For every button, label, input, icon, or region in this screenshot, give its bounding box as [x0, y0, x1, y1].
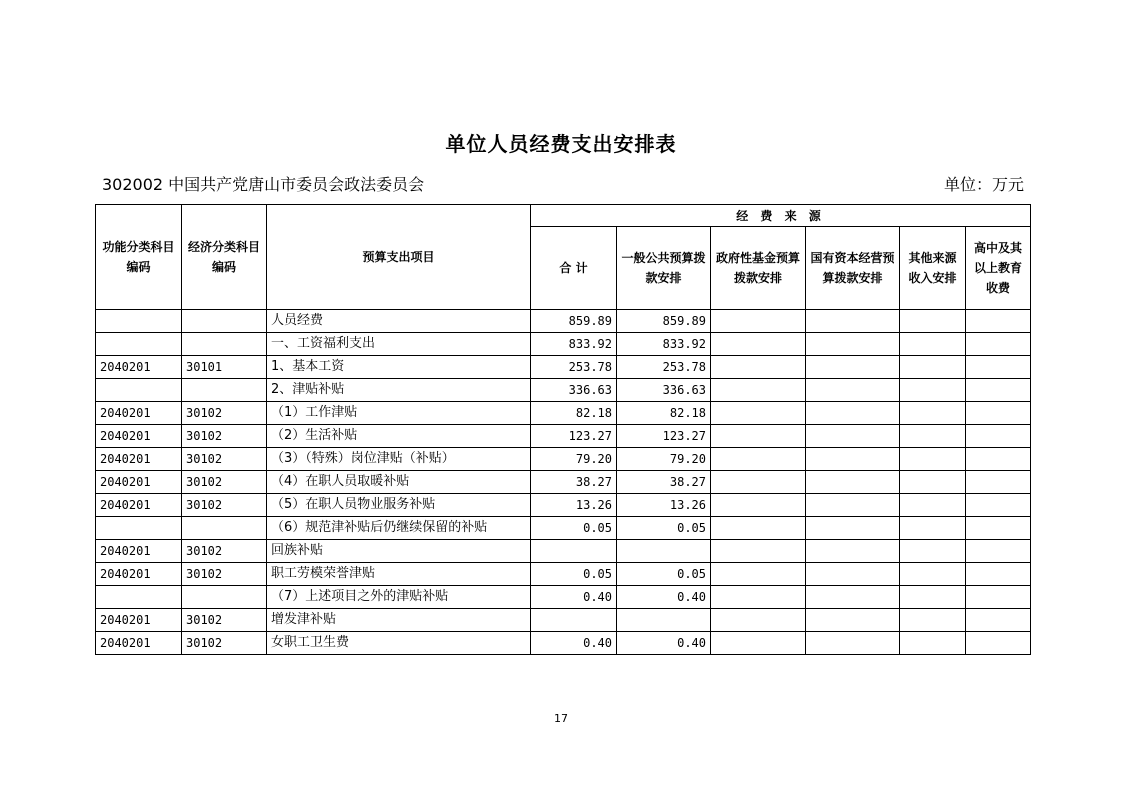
- other-income-cell: [900, 517, 966, 540]
- gov-fund-cell: [711, 448, 806, 471]
- other-income-cell: [900, 471, 966, 494]
- item-cell: （2）生活补贴: [267, 425, 531, 448]
- total-cell: 833.92: [531, 333, 617, 356]
- other-income-cell: [900, 609, 966, 632]
- other-income-cell: [900, 540, 966, 563]
- unit-label: 单位：万元: [943, 175, 1024, 194]
- state-capital-cell: [806, 310, 900, 333]
- higher-edu-cell: [966, 563, 1031, 586]
- table-row: [96, 517, 1031, 540]
- other-income-cell: [900, 310, 966, 333]
- econ-code-cell: 30102: [182, 609, 267, 632]
- table-row: [96, 310, 1031, 333]
- other-income-cell: [900, 402, 966, 425]
- table-row: [96, 448, 1031, 471]
- table-row: [96, 586, 1031, 609]
- gov-fund-cell: [711, 540, 806, 563]
- general-budget-cell: 79.20: [617, 448, 711, 471]
- general-budget-cell: 0.40: [617, 586, 711, 609]
- higher-edu-cell: [966, 494, 1031, 517]
- state-capital-cell: [806, 632, 900, 655]
- item-cell: 女职工卫生费: [267, 632, 531, 655]
- total-cell: 0.40: [531, 586, 617, 609]
- econ-code-cell: [182, 333, 267, 356]
- item-cell: （4）在职人员取暖补贴: [267, 471, 531, 494]
- other-income-cell: [900, 563, 966, 586]
- func-code-cell: [96, 333, 182, 356]
- item-cell: （7）上述项目之外的津贴补贴: [267, 586, 531, 609]
- total-cell: [531, 609, 617, 632]
- gov-fund-cell: [711, 586, 806, 609]
- higher-edu-cell: [966, 517, 1031, 540]
- gov-fund-cell: [711, 517, 806, 540]
- gov-fund-cell: [711, 333, 806, 356]
- item-cell: （1）工作津贴: [267, 402, 531, 425]
- func-code-cell: [96, 379, 182, 402]
- func-code-cell: 2040201: [96, 356, 182, 379]
- econ-code-cell: 30102: [182, 563, 267, 586]
- econ-code-cell: [182, 310, 267, 333]
- higher-edu-cell: [966, 471, 1031, 494]
- higher-edu-cell: [966, 402, 1031, 425]
- higher-edu-cell: [966, 540, 1031, 563]
- func-code-cell: 2040201: [96, 494, 182, 517]
- gov-fund-cell: [711, 356, 806, 379]
- higher-edu-cell: [966, 425, 1031, 448]
- func-code-cell: 2040201: [96, 540, 182, 563]
- econ-code-cell: 30102: [182, 540, 267, 563]
- higher-edu-cell: [966, 356, 1031, 379]
- table-row: [96, 471, 1031, 494]
- state-capital-cell: [806, 356, 900, 379]
- item-cell: （5）在职人员物业服务补贴: [267, 494, 531, 517]
- total-cell: 0.05: [531, 563, 617, 586]
- total-cell: 859.89: [531, 310, 617, 333]
- general-budget-cell: 0.05: [617, 517, 711, 540]
- item-cell: 2、津贴补贴: [267, 379, 531, 402]
- table-row: [96, 632, 1031, 655]
- gov-fund-cell: [711, 632, 806, 655]
- header-gov-fund: 政府性基金预算拨款安排: [711, 227, 806, 310]
- general-budget-cell: 0.40: [617, 632, 711, 655]
- total-cell: 0.05: [531, 517, 617, 540]
- func-code-cell: 2040201: [96, 448, 182, 471]
- other-income-cell: [900, 379, 966, 402]
- state-capital-cell: [806, 471, 900, 494]
- total-cell: 13.26: [531, 494, 617, 517]
- total-cell: 38.27: [531, 471, 617, 494]
- other-income-cell: [900, 632, 966, 655]
- item-cell: 人员经费: [267, 310, 531, 333]
- func-code-cell: 2040201: [96, 632, 182, 655]
- higher-edu-cell: [966, 379, 1031, 402]
- general-budget-cell: 859.89: [617, 310, 711, 333]
- higher-edu-cell: [966, 586, 1031, 609]
- table-row: [96, 425, 1031, 448]
- other-income-cell: [900, 356, 966, 379]
- gov-fund-cell: [711, 310, 806, 333]
- econ-code-cell: 30101: [182, 356, 267, 379]
- gov-fund-cell: [711, 471, 806, 494]
- table-row: [96, 356, 1031, 379]
- func-code-cell: 2040201: [96, 402, 182, 425]
- func-code-cell: 2040201: [96, 425, 182, 448]
- header-general-budget: 一般公共预算拨款安排: [617, 227, 711, 310]
- econ-code-cell: [182, 379, 267, 402]
- state-capital-cell: [806, 448, 900, 471]
- general-budget-cell: 13.26: [617, 494, 711, 517]
- gov-fund-cell: [711, 379, 806, 402]
- func-code-cell: 2040201: [96, 609, 182, 632]
- table-row: [96, 379, 1031, 402]
- state-capital-cell: [806, 563, 900, 586]
- econ-code-cell: [182, 517, 267, 540]
- page-title: 单位人员经费支出安排表: [445, 132, 677, 156]
- table-row: [96, 540, 1031, 563]
- other-income-cell: [900, 586, 966, 609]
- organization-label: 302002 中国共产党唐山市委员会政法委员会: [102, 175, 425, 194]
- other-income-cell: [900, 448, 966, 471]
- table-row: [96, 609, 1031, 632]
- general-budget-cell: [617, 609, 711, 632]
- total-cell: 0.40: [531, 632, 617, 655]
- general-budget-cell: 38.27: [617, 471, 711, 494]
- total-cell: 82.18: [531, 402, 617, 425]
- state-capital-cell: [806, 517, 900, 540]
- state-capital-cell: [806, 333, 900, 356]
- header-higher-edu: 高中及其以上教育收费: [966, 227, 1031, 310]
- total-cell: 123.27: [531, 425, 617, 448]
- higher-edu-cell: [966, 448, 1031, 471]
- higher-edu-cell: [966, 632, 1031, 655]
- higher-edu-cell: [966, 609, 1031, 632]
- higher-edu-cell: [966, 310, 1031, 333]
- econ-code-cell: 30102: [182, 448, 267, 471]
- state-capital-cell: [806, 379, 900, 402]
- func-code-cell: [96, 310, 182, 333]
- func-code-cell: [96, 586, 182, 609]
- table-row: [96, 563, 1031, 586]
- gov-fund-cell: [711, 609, 806, 632]
- total-cell: 79.20: [531, 448, 617, 471]
- state-capital-cell: [806, 425, 900, 448]
- header-state-capital: 国有资本经营预算拨款安排: [806, 227, 900, 310]
- total-cell: 336.63: [531, 379, 617, 402]
- gov-fund-cell: [711, 563, 806, 586]
- gov-fund-cell: [711, 425, 806, 448]
- general-budget-cell: [617, 540, 711, 563]
- item-cell: 1、基本工资: [267, 356, 531, 379]
- header-other-income: 其他来源收入安排: [900, 227, 966, 310]
- higher-edu-cell: [966, 333, 1031, 356]
- general-budget-cell: 253.78: [617, 356, 711, 379]
- table-row: [96, 402, 1031, 425]
- func-code-cell: [96, 517, 182, 540]
- item-cell: （3）（特殊）岗位津贴（补贴）: [267, 448, 531, 471]
- header-funding-source: 经 费 来 源: [531, 205, 1031, 227]
- header-econ-code: 经济分类科目编码: [182, 205, 267, 310]
- item-cell: 增发津补贴: [267, 609, 531, 632]
- total-cell: 253.78: [531, 356, 617, 379]
- item-cell: （6）规范津补贴后仍继续保留的补贴: [267, 517, 531, 540]
- general-budget-cell: 0.05: [617, 563, 711, 586]
- state-capital-cell: [806, 402, 900, 425]
- func-code-cell: 2040201: [96, 563, 182, 586]
- state-capital-cell: [806, 540, 900, 563]
- state-capital-cell: [806, 586, 900, 609]
- econ-code-cell: 30102: [182, 632, 267, 655]
- gov-fund-cell: [711, 494, 806, 517]
- item-cell: 职工劳模荣誉津贴: [267, 563, 531, 586]
- table-row: [96, 494, 1031, 517]
- state-capital-cell: [806, 494, 900, 517]
- item-cell: 一、工资福利支出: [267, 333, 531, 356]
- header-item: 预算支出项目: [267, 205, 531, 310]
- econ-code-cell: [182, 586, 267, 609]
- total-cell: [531, 540, 617, 563]
- econ-code-cell: 30102: [182, 425, 267, 448]
- general-budget-cell: 336.63: [617, 379, 711, 402]
- page-number: 17: [554, 712, 568, 725]
- header-total: 合 计: [531, 227, 617, 310]
- other-income-cell: [900, 333, 966, 356]
- general-budget-cell: 82.18: [617, 402, 711, 425]
- header-func-code: 功能分类科目编码: [96, 205, 182, 310]
- other-income-cell: [900, 494, 966, 517]
- gov-fund-cell: [711, 402, 806, 425]
- item-cell: 回族补贴: [267, 540, 531, 563]
- func-code-cell: 2040201: [96, 471, 182, 494]
- general-budget-cell: 833.92: [617, 333, 711, 356]
- econ-code-cell: 30102: [182, 494, 267, 517]
- expense-table: [95, 204, 1031, 655]
- general-budget-cell: 123.27: [617, 425, 711, 448]
- state-capital-cell: [806, 609, 900, 632]
- other-income-cell: [900, 425, 966, 448]
- econ-code-cell: 30102: [182, 471, 267, 494]
- econ-code-cell: 30102: [182, 402, 267, 425]
- table-row: [96, 333, 1031, 356]
